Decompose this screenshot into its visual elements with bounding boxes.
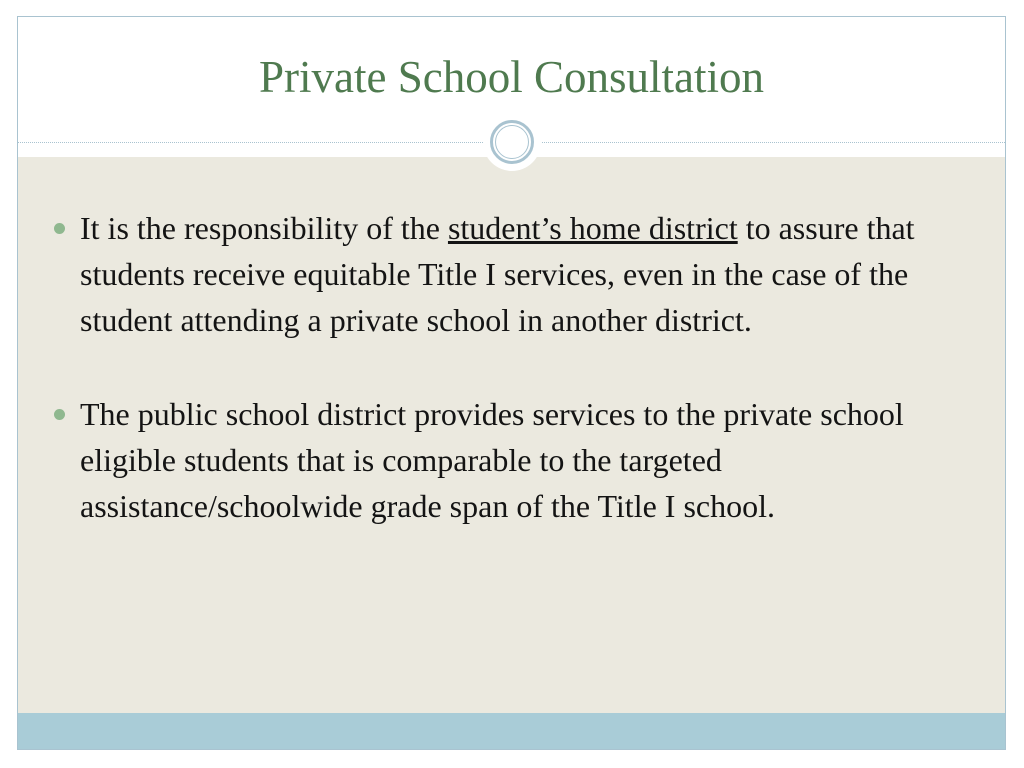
slide <box>17 16 1006 750</box>
bullet-1-text-before: It is the responsibility of the <box>80 210 448 246</box>
bullet-1-text-after: to assure that students receive equitable Title I services, even in the case of the student attending a private school in another district. <box>80 210 915 338</box>
bullet-dot-icon <box>54 223 65 234</box>
bottom-accent-bar <box>18 713 1005 749</box>
bullet-dot-icon <box>54 409 65 420</box>
bullet-2-text: The public school district provides services to the private school eligible students that is comparable to the targeted assistance/schoolwide grade span of the Title I school. <box>80 396 920 524</box>
slide-title: Private School Consultation <box>259 52 764 102</box>
circle-ornament-icon <box>483 113 541 171</box>
bullet-1-underlined-text: student’s home district <box>447 210 738 246</box>
ornament-inner-ring <box>495 125 529 159</box>
bullet-list <box>50 205 970 577</box>
bullet-item-1 <box>50 205 970 343</box>
ornament-ring <box>490 120 534 164</box>
content-area <box>18 157 1005 715</box>
bullet-item-2 <box>50 391 970 529</box>
